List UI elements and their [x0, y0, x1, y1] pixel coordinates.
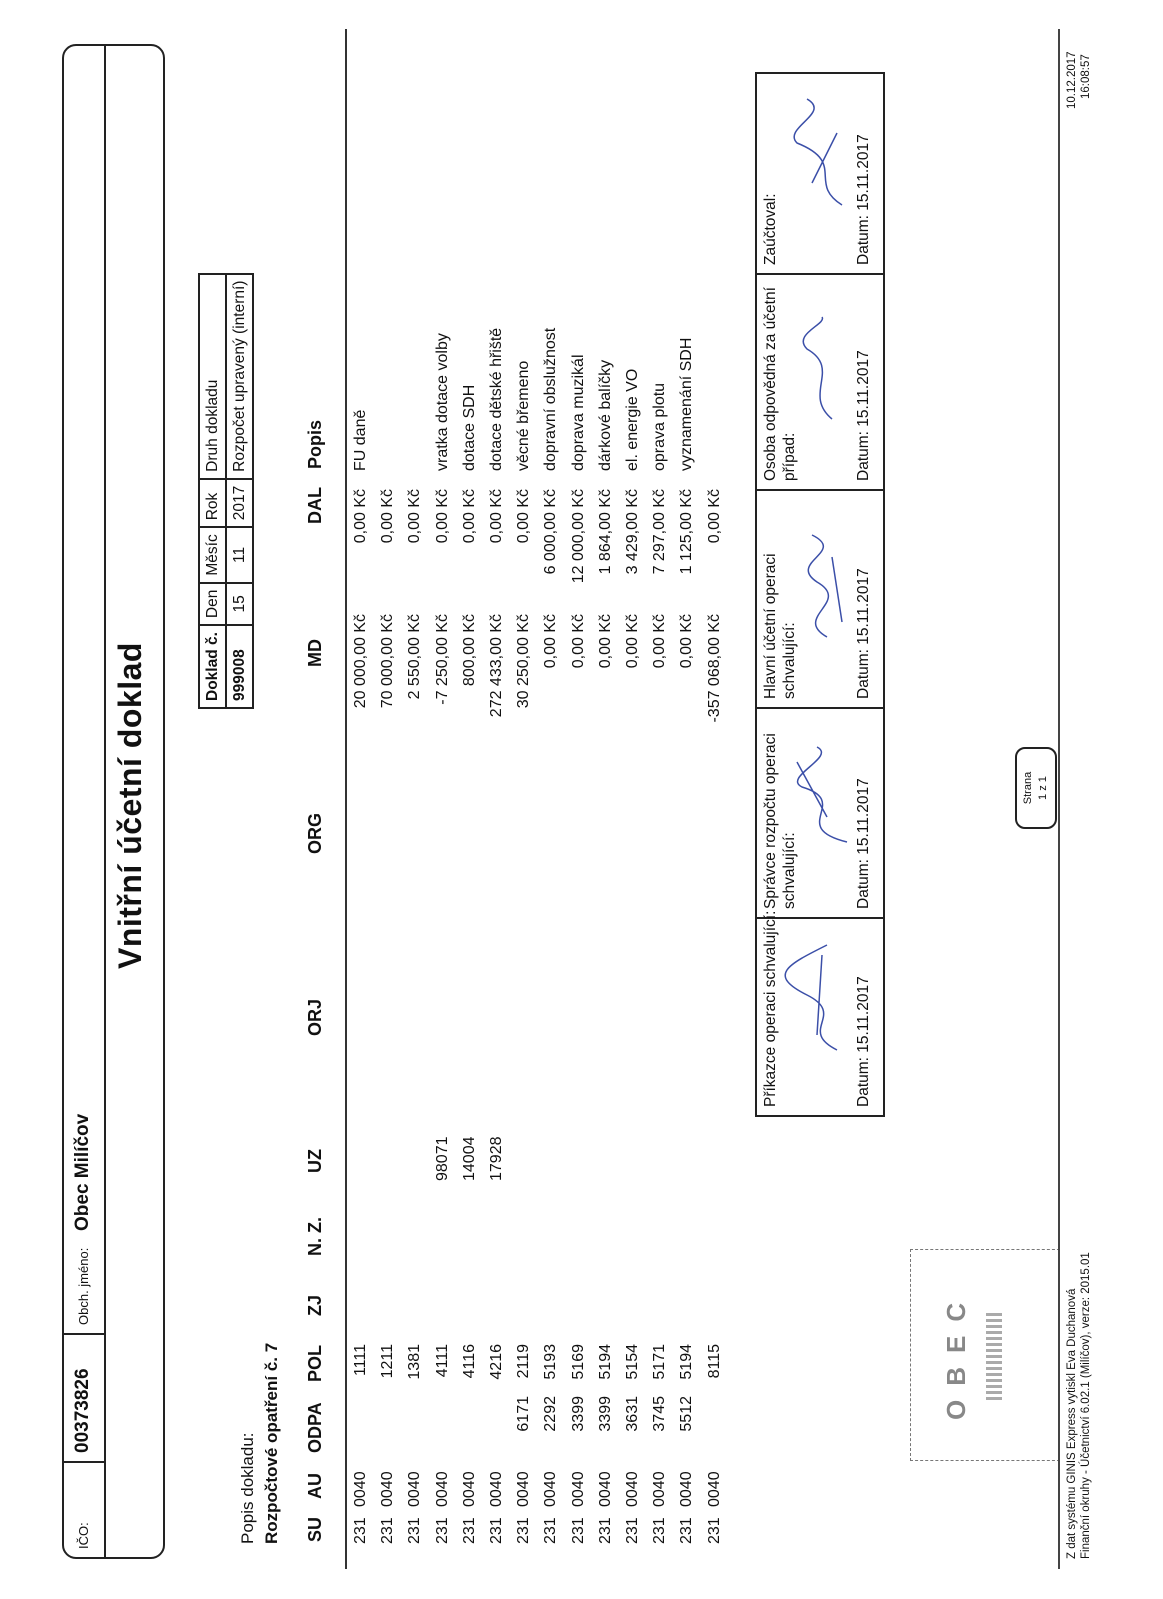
- header-separator: [62, 1461, 105, 1463]
- ico-label: IČO:: [76, 1522, 91, 1549]
- table-row: [706, 0, 733, 1599]
- table-header-rule: [345, 29, 347, 1569]
- cell-md: 0,00 Kč: [596, 614, 614, 669]
- cell-dal: 1 864,00 Kč: [596, 489, 614, 575]
- cell-pol: 5194: [596, 1344, 614, 1380]
- signature-scribble-icon: [777, 527, 857, 647]
- cell-pol: 4116: [460, 1344, 478, 1379]
- cell-dal: 3 429,00 Kč: [624, 489, 641, 575]
- document-title: Vnitřní účetní doklad: [112, 642, 148, 969]
- table-row: [624, 0, 651, 1599]
- druh-value: Rozpočet upravený (interní): [226, 274, 253, 479]
- cell-popis: dárkové balíčky: [596, 359, 614, 471]
- col-header-popis: Popis: [305, 419, 325, 469]
- den-value: 15: [226, 583, 253, 625]
- mesic-label: Měsíc: [199, 527, 226, 582]
- footer-software: Finanční okruhy - Účetnictví 6.02.1 (Milíčov), verze: 2015.01: [1080, 1252, 1092, 1559]
- cell-su: 231: [515, 1517, 533, 1544]
- signature-cell: [757, 74, 883, 273]
- signature-date: Datum: 15.11.2017: [855, 568, 872, 699]
- cell-md: 30 250,00 Kč: [515, 614, 533, 709]
- company-name-label: Obch. jméno:: [76, 1247, 91, 1325]
- signature-cell: [757, 910, 883, 1115]
- cell-pol: 1381: [406, 1344, 424, 1380]
- table-row: [352, 0, 379, 1599]
- signature-role: Správce rozpočtu operaci schvalující:: [762, 733, 798, 909]
- table-row: [434, 0, 461, 1599]
- col-header-orj: ORJ: [305, 998, 325, 1036]
- cell-odpa: 2292: [542, 1396, 560, 1432]
- cell-dal: 0,00 Kč: [379, 489, 397, 544]
- table-row: [651, 0, 678, 1599]
- cell-su: 231: [352, 1517, 369, 1544]
- signature-cell: [757, 273, 883, 489]
- cell-dal: 7 297,00 Kč: [651, 489, 669, 575]
- signature-date: Datum: 15.11.2017: [855, 350, 872, 481]
- cell-pol: 4111: [433, 1344, 451, 1378]
- cell-popis: dotace dětské hřiště: [488, 327, 505, 471]
- cell-au: 0040: [460, 1471, 478, 1507]
- cell-popis: věcné břemeno: [515, 360, 533, 471]
- cell-su: 231: [705, 1517, 723, 1544]
- cell-md: 2 550,00 Kč: [406, 614, 424, 700]
- cell-dal: 0,00 Kč: [488, 489, 505, 544]
- doklad-label: Doklad č.: [199, 625, 226, 708]
- table-row: [542, 0, 569, 1599]
- col-header-odpa: ODPA: [305, 1402, 325, 1453]
- popis-dokladu-label: Popis dokladu:: [238, 1432, 257, 1544]
- cell-md: -357 068,00 Kč: [705, 614, 723, 723]
- signature-role: Hlavní účetní operaci schvalující:: [762, 553, 798, 699]
- cell-md: 800,00 Kč: [460, 614, 478, 687]
- official-stamp: [910, 1249, 1060, 1461]
- druh-label: Druh dokladu: [199, 274, 226, 479]
- page-indicator: [1015, 747, 1057, 829]
- cell-dal: 0,00 Kč: [433, 489, 451, 544]
- cell-pol: 4216: [488, 1344, 505, 1380]
- cell-au: 0040: [651, 1471, 669, 1507]
- cell-md: 0,00 Kč: [678, 614, 696, 669]
- cell-popis: el. energie VO: [624, 368, 641, 471]
- footer-printed-by: Z dat systému GINIS Express vytiskl Eva Duchanová: [1066, 1288, 1078, 1559]
- col-header-zj: ZJ: [305, 1294, 325, 1316]
- ico-value: 00373826: [72, 1368, 93, 1453]
- cell-su: 231: [488, 1517, 505, 1544]
- cell-au: 0040: [705, 1471, 723, 1507]
- cell-su: 231: [596, 1517, 614, 1544]
- header-divider: [104, 44, 106, 1559]
- cell-su: 231: [379, 1517, 397, 1544]
- cell-md: 0,00 Kč: [651, 614, 669, 669]
- cell-pol: 8115: [705, 1344, 723, 1379]
- signature-table: [755, 72, 885, 1117]
- signature-role: Zaúčtoval:: [762, 193, 779, 265]
- cell-au: 0040: [488, 1471, 505, 1507]
- cell-dal: 0,00 Kč: [406, 489, 424, 544]
- cell-dal: 0,00 Kč: [352, 489, 369, 544]
- stamp-text: OBEC: [941, 1288, 971, 1420]
- signature-role: Osoba odpovědná za účetní případ:: [762, 287, 798, 481]
- header-separator: [62, 1333, 105, 1335]
- cell-su: 231: [406, 1517, 424, 1544]
- cell-dal: 0,00 Kč: [460, 489, 478, 544]
- col-header-uz: UZ: [305, 1149, 325, 1173]
- rok-value: 2017: [226, 479, 253, 527]
- cell-pol: 5154: [624, 1344, 641, 1380]
- table-row: [461, 0, 488, 1599]
- cell-odpa: 3399: [569, 1396, 587, 1432]
- cell-md: -7 250,00 Kč: [433, 614, 451, 705]
- col-header-au: AU: [305, 1473, 325, 1499]
- signature-scribble-icon: [777, 309, 857, 429]
- cell-au: 0040: [569, 1471, 587, 1507]
- cell-dal: 0,00 Kč: [705, 489, 723, 544]
- cell-su: 231: [569, 1517, 587, 1544]
- signature-date: Datum: 15.11.2017: [855, 976, 872, 1107]
- signature-scribble-icon: [777, 737, 857, 857]
- cell-au: 0040: [433, 1471, 451, 1507]
- cell-md: 70 000,00 Kč: [379, 614, 397, 709]
- signature-date: Datum: 15.11.2017: [855, 778, 872, 909]
- cell-au: 0040: [596, 1471, 614, 1507]
- cell-au: 0040: [542, 1471, 560, 1507]
- cell-md: 0,00 Kč: [624, 614, 641, 669]
- cell-pol: 5193: [542, 1344, 560, 1380]
- cell-dal: 1 125,00 Kč: [678, 489, 696, 575]
- cell-su: 231: [678, 1517, 696, 1544]
- cell-au: 0040: [352, 1471, 369, 1507]
- table-row: [515, 0, 542, 1599]
- cell-pol: 1111: [352, 1344, 369, 1377]
- cell-popis: doprava muzikál: [569, 354, 587, 471]
- cell-odpa: 3745: [651, 1396, 669, 1432]
- cell-md: 0,00 Kč: [542, 614, 560, 669]
- mesic-value: 11: [226, 527, 253, 582]
- col-header-dal: DAL: [305, 487, 325, 524]
- footer-rule: [1058, 29, 1060, 1569]
- cell-odpa: 5512: [678, 1396, 696, 1432]
- cell-pol: 2119: [515, 1344, 533, 1379]
- page-label: Strana: [1022, 771, 1034, 805]
- cell-dal: 12 000,00 Kč: [569, 489, 587, 584]
- cell-dal: 6 000,00 Kč: [542, 489, 560, 575]
- footer-time: 16:08:57: [1080, 54, 1092, 99]
- rok-label: Rok: [199, 479, 226, 527]
- cell-au: 0040: [406, 1471, 424, 1507]
- page-value: 1 z 1: [1037, 776, 1049, 800]
- cell-su: 231: [624, 1517, 641, 1544]
- cell-popis: dopravní obslužnost: [542, 327, 560, 471]
- cell-popis: FU daně: [352, 409, 369, 471]
- cell-odpa: 3399: [596, 1396, 614, 1432]
- doklad-value: 999008: [226, 625, 253, 708]
- table-row: [488, 0, 515, 1599]
- table-row: [678, 0, 705, 1599]
- signature-cell: [757, 707, 883, 917]
- col-header-nz: N. Z.: [305, 1217, 325, 1256]
- cell-uz: 98071: [433, 1136, 451, 1181]
- table-row: [379, 0, 406, 1599]
- cell-au: 0040: [624, 1471, 641, 1507]
- cell-pol: 5171: [651, 1344, 669, 1380]
- cell-odpa: 3631: [624, 1396, 641, 1432]
- stamp-texture: [986, 1310, 1002, 1400]
- popis-dokladu-value: Rozpočtové opatření č. 7: [262, 1342, 281, 1544]
- cell-odpa: 6171: [515, 1396, 533, 1432]
- cell-md: 272 433,00 Kč: [488, 614, 505, 718]
- col-header-org: ORG: [305, 812, 325, 854]
- cell-au: 0040: [515, 1471, 533, 1507]
- cell-su: 231: [433, 1517, 451, 1544]
- cell-su: 231: [542, 1517, 560, 1544]
- table-row: [597, 0, 624, 1599]
- cell-uz: 14004: [460, 1136, 478, 1181]
- cell-pol: 5169: [569, 1344, 587, 1380]
- cell-au: 0040: [678, 1471, 696, 1507]
- cell-pol: 5194: [678, 1344, 696, 1380]
- footer-date: 10.12.2017: [1066, 51, 1078, 109]
- cell-popis: vratka dotace volby: [433, 333, 451, 471]
- cell-popis: vyznamenání SDH: [678, 337, 696, 471]
- signature-role: Příkazce operaci schvalující:: [762, 910, 779, 1107]
- cell-uz: 17928: [488, 1136, 505, 1181]
- signature-date: Datum: 15.11.2017: [855, 134, 872, 265]
- cell-dal: 0,00 Kč: [515, 489, 533, 544]
- cell-popis: dotace SDH: [460, 384, 478, 471]
- cell-su: 231: [651, 1517, 669, 1544]
- cell-md: 20 000,00 Kč: [352, 614, 369, 709]
- col-header-pol: POL: [305, 1344, 325, 1382]
- company-name-value: Obec Milíčov: [72, 1113, 93, 1231]
- cell-au: 0040: [379, 1471, 397, 1507]
- signature-cell: [757, 489, 883, 707]
- signature-scribble-icon: [777, 93, 857, 213]
- table-row: [570, 0, 597, 1599]
- cell-su: 231: [460, 1517, 478, 1544]
- cell-pol: 1211: [379, 1344, 397, 1379]
- cell-popis: oprava plotu: [651, 382, 669, 471]
- col-header-md: MD: [305, 639, 325, 667]
- col-header-su: SU: [305, 1516, 325, 1542]
- table-row: [406, 0, 433, 1599]
- document-meta-table: [198, 273, 254, 709]
- cell-md: 0,00 Kč: [569, 614, 587, 669]
- den-label: Den: [199, 583, 226, 625]
- signature-scribble-icon: [777, 935, 857, 1055]
